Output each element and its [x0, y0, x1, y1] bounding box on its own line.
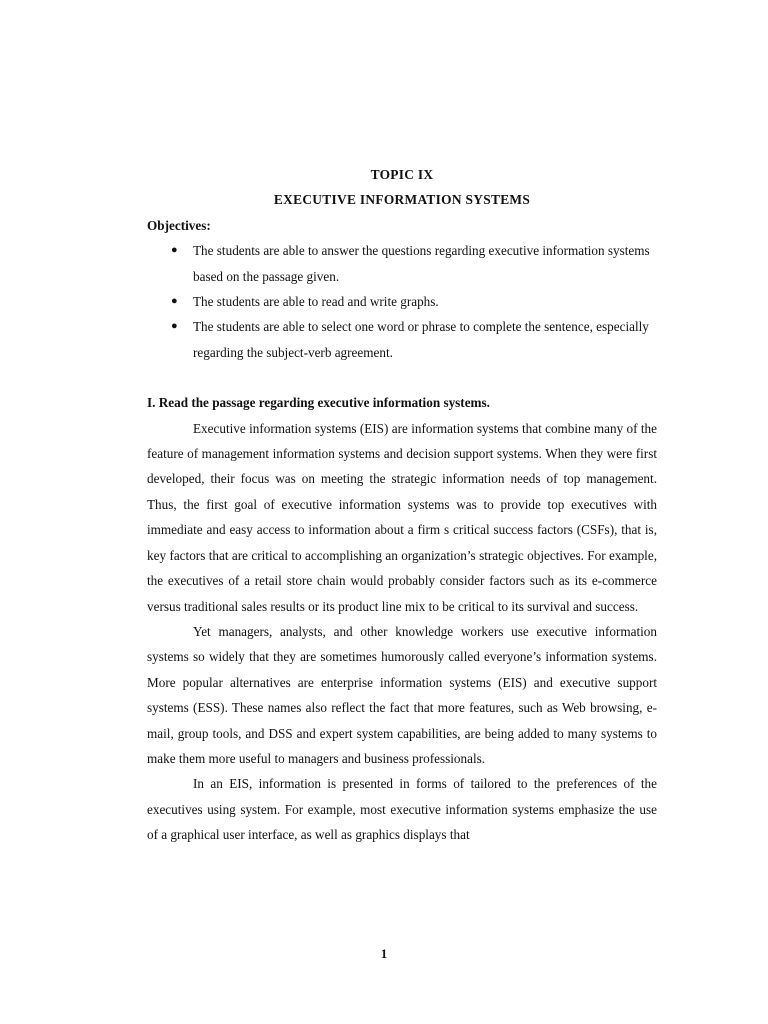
- bullet-icon: ●: [171, 320, 178, 333]
- objective-text: The students are able to read and write graphs.: [193, 294, 439, 310]
- page-content: [147, 162, 657, 848]
- bullet-icon: ●: [171, 295, 178, 308]
- bullet-icon: ●: [171, 244, 178, 257]
- objective-item: [147, 238, 657, 289]
- passage-paragraph: In an EIS, information is presented in forms of tailored to the preferences of the executives using system. For example, most executive information systems emphasize the use of a graphical user interface, as well as graphics displays that: [147, 776, 657, 843]
- passage-paragraph: Yet managers, analysts, and other knowledge workers use executive information systems so widely that they are sometimes humorously called everyone’s information systems. More popular alternatives are enterprise information systems (EIS) and executive support systems (ESS). These names also reflect the fact that more features, such as Web browsing, e-mail, group tools, and DSS and expert system capabilities, are being added to many systems to make them more useful to managers and business professionals.: [147, 623, 657, 766]
- objective-item: [147, 314, 657, 365]
- section-title: I. Read the passage regarding executive information systems.: [147, 395, 490, 411]
- objectives-heading: Objectives:: [147, 217, 211, 233]
- objective-text: The students are able to select one word or phrase to complete the sentence, especially regarding the subject-verb agreement.: [193, 319, 649, 360]
- topic-label: TOPIC IX: [370, 167, 434, 182]
- page-number: 1: [380, 946, 388, 961]
- page-title: EXECUTIVE INFORMATION SYSTEMS: [273, 192, 531, 208]
- passage-paragraph: Executive information systems (EIS) are information systems that combine many of the feature of management information systems and decision support systems. When they were first developed, their focus was on meeting the strategic information needs of top management. Thus, the first goal of executive information systems was to provide top executives with immediate and easy access to information about a firm s critical success factors (CSFs), that is, key factors that are critical to accomplishing an organization’s strategic objectives. For example, the executives of a retail store chain would probably consider factors such as its e-commerce versus traditional sales results or its product line mix to be critical to its survival and success.: [147, 420, 657, 614]
- objective-item: [147, 289, 657, 314]
- objectives-list: [147, 238, 657, 365]
- objective-text: The students are able to answer the questions regarding executive information systems based on the passage given.: [193, 243, 650, 284]
